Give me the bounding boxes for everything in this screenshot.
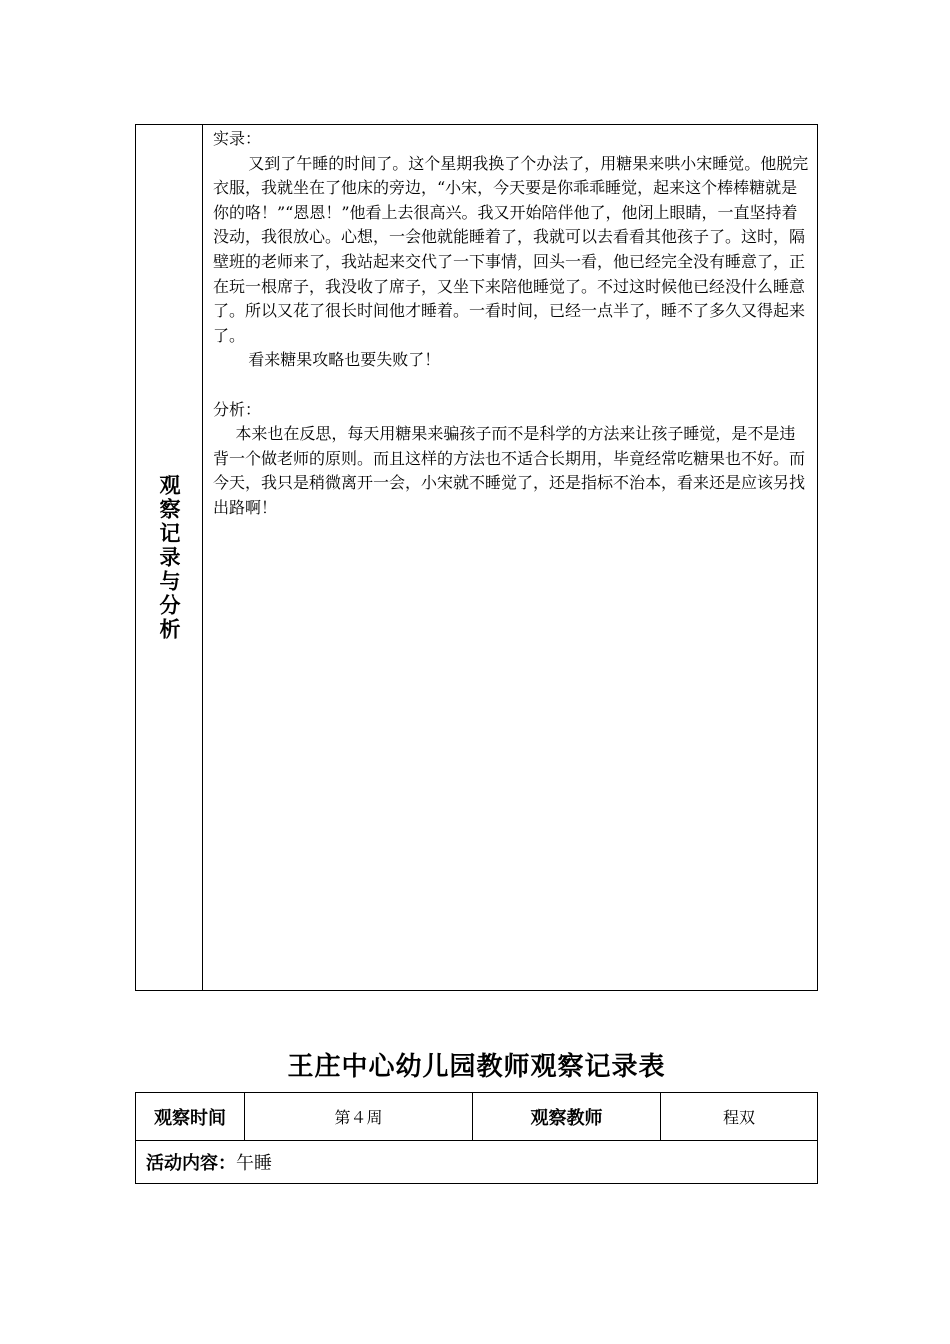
time-value-cell (245, 1093, 473, 1140)
teacher-label: 观察教师 (530, 1107, 603, 1129)
observation-label-cell (136, 125, 203, 990)
record-conclusion: 看来糖果攻略也要失败了！ (248, 350, 441, 370)
info-row (136, 1093, 817, 1141)
observation-content-cell (203, 125, 817, 990)
observation-record-table (135, 124, 818, 991)
activity-row (136, 1141, 817, 1183)
form-title: 王庄中心幼儿园教师观察记录表 (287, 1052, 666, 1082)
teacher-value-cell (661, 1093, 817, 1140)
activity-label: 活动内容： (146, 1153, 236, 1174)
analysis-paragraph: 本来也在反思，每天用糖果来骗孩子而不是科学的方法来让孩子睡觉，是不是违背一个做老师的原则。而且这样的方法也不适合长期用，毕竟经常吃糖果也不好。而今天，我只是稍微离开一会，小宋就不睡觉了，还是指标不治本，看来还是应该另找出路啊！ (213, 424, 806, 517)
observation-section-label: 观察记录与分析 (157, 473, 181, 642)
time-label-cell (136, 1093, 245, 1140)
time-value: 第４周 (334, 1108, 383, 1127)
teacher-value: 程双 (722, 1108, 755, 1127)
blank-line (213, 373, 811, 398)
activity-value: 午睡 (236, 1153, 272, 1174)
analysis-heading: 分析： (213, 399, 262, 419)
observation-info-table (135, 1092, 818, 1184)
teacher-label-cell (473, 1093, 661, 1140)
time-label: 观察时间 (154, 1107, 226, 1129)
record-paragraph: 又到了午睡的时间了。这个星期我换了个办法了，用糖果来哄小宋睡觉。他脱完衣服，我就坐在了他床的旁边，“小宋，今天要是你乖乖睡觉，起来这个棒棒糖就是你的咯！”“恩恩！”他看上去很高兴。我又开始陪伴他了，他闭上眼睛，一直坚持着没动，我很放心。心想，一会他就能睡着了，我就可以去看看其他孩子了。这时，隔壁班的老师来了，我站起来交代了一下事情，回头一看，他已经完全没有睡意了，正在玩一根席子，我没收了席子，又坐下来陪他睡觉了。不过这时候他已经没什么睡意了。所以又花了很长时间他才睡着。一看时间，已经一点半了，睡不了多久又得起来了。 (213, 153, 809, 345)
record-heading: 实录： (213, 129, 262, 148)
